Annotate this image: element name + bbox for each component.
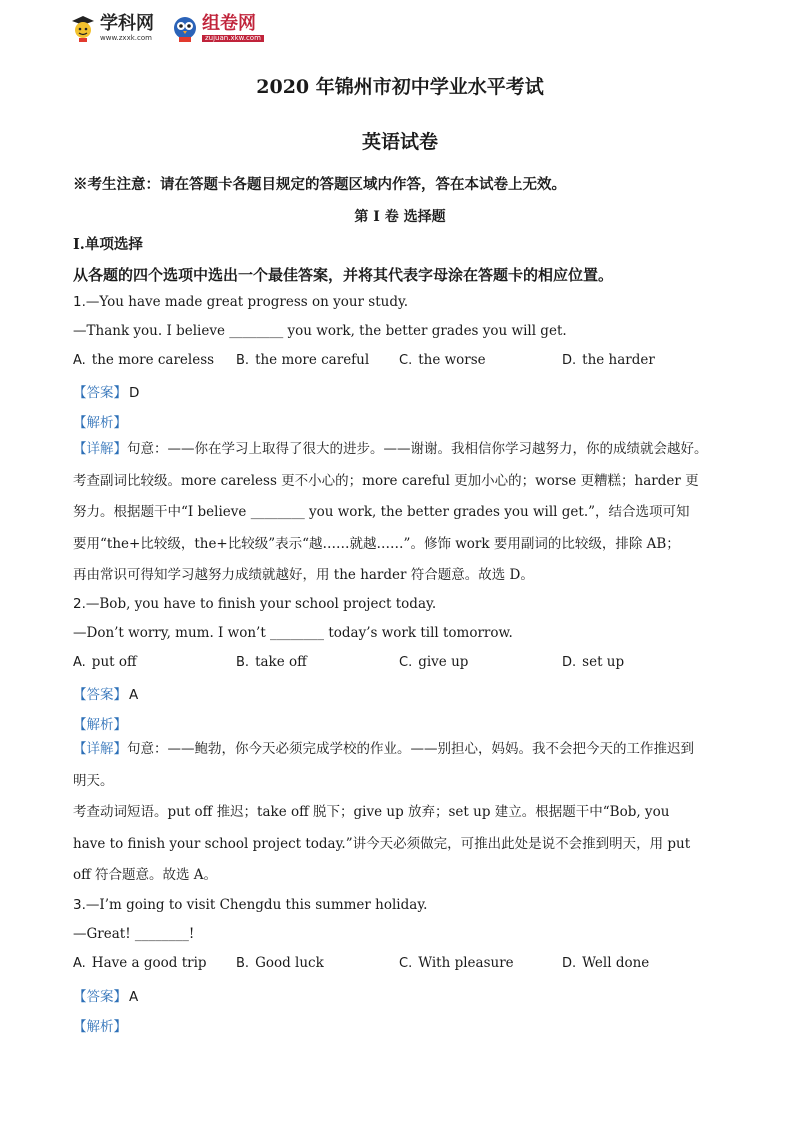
option-d: D. the harder [562, 352, 655, 368]
question-text: —You have made great progress on your study. [85, 294, 409, 310]
option-b: B. the more careful [236, 352, 370, 368]
question-3-options [73, 955, 725, 971]
logo1-name: 学科网 [100, 12, 154, 34]
analysis-label-3: 【解析】 [73, 1019, 127, 1035]
mascot-icon [70, 13, 96, 43]
zujuan-logo [172, 13, 264, 43]
instruction-text: 从各题的四个选项中选出一个最佳答案，并将其代表字母涂在答题卡的相应位置。 [73, 266, 614, 284]
option-c: C. the worse [399, 352, 486, 368]
owl-mascot-icon [172, 13, 198, 43]
zxxk-logo [70, 13, 154, 43]
exam-subtitle: 英语试卷 [361, 131, 438, 153]
question-3-line-2: —Great! ________! [73, 926, 195, 942]
question-2-line-1: 2.—Bob, you have to finish your school project today. [73, 596, 437, 612]
question-2-options [73, 654, 725, 670]
logo1-url: www.zxxk.com [100, 33, 152, 42]
question-2-line-2: —Don’t worry, mum. I won’t ________ today’s work till tomorrow. [73, 625, 513, 641]
section-heading: Ⅰ.单项选择 [73, 236, 143, 253]
option-d: D. set up [562, 654, 625, 670]
question-1-options [73, 352, 725, 368]
option-a: A. Have a good trip [73, 955, 207, 971]
answer-3: 【答案】 A [73, 989, 139, 1005]
option-c: C. With pleasure [399, 955, 514, 971]
question-1-line-2: —Thank you. I believe ________ you work, the better grades you will get. [73, 323, 567, 339]
option-c: C. give up [399, 654, 469, 670]
notice-text: ※考生注意：请在答题卡各题目规定的答题区域内作答，答在本试卷上无效。 [73, 176, 566, 193]
exam-title: 2020 年锦州市初中学业水平考试 [256, 76, 544, 98]
answer-1: 【答案】 D [73, 385, 140, 401]
question-1-line-1 [73, 294, 408, 310]
analysis-label-2: 【解析】 [73, 717, 127, 733]
analysis-label-1: 【解析】 [73, 415, 127, 431]
logo2-name: 组卷网 [202, 12, 256, 34]
header-logos [70, 8, 264, 48]
option-d: D. Well done [562, 955, 650, 971]
option-a: A. put off [73, 654, 137, 670]
detail-1: 【详解】句意：——你在学习上取得了很大的进步。——谢谢。我相信你学习越努力，你的成绩就会越好。 考查副词比较级。more careless 更不小心的；more careful 更加小心的；worse 更糟糕；harder 更 努力。根据题干中“I believe ________ you work, the better grades you will get.”，结合选项可知 要用“the+比较级，the+比较级”表示“越……就越……”。修饰 work 要用副词的比较级，排除 AB； 再由常识可得知学习越努力成绩就越好，用 the harder 符合题意。故选 D。 [73, 441, 708, 583]
option-b: B. Good luck [236, 955, 324, 971]
answer-2: 【答案】 A [73, 687, 139, 703]
volume-heading: 第 I 卷 选择题 [354, 209, 446, 225]
option-b: B. take off [236, 654, 307, 670]
question-3-line-1: 3.—I’m going to visit Chengdu this summer holiday. [73, 897, 428, 913]
question-number: 1. [73, 294, 86, 310]
detail-2: 【详解】句意：——鲍勃，你今天必须完成学校的作业。——别担心，妈妈。我不会把今天的工作推迟到 明天。 考查动词短语。put off 推迟；take off 脱下；give up 放弃；set up 建立。根据题干中“Bob, you have to finish your school project today.”讲今天必须做完，可推出此处是说不会推到明天，用 put off 符合题意。故选 A。 [73, 741, 694, 883]
logo2-url: zujuan.xkw.com [202, 35, 264, 42]
option-a: A. the more careless [73, 352, 215, 368]
